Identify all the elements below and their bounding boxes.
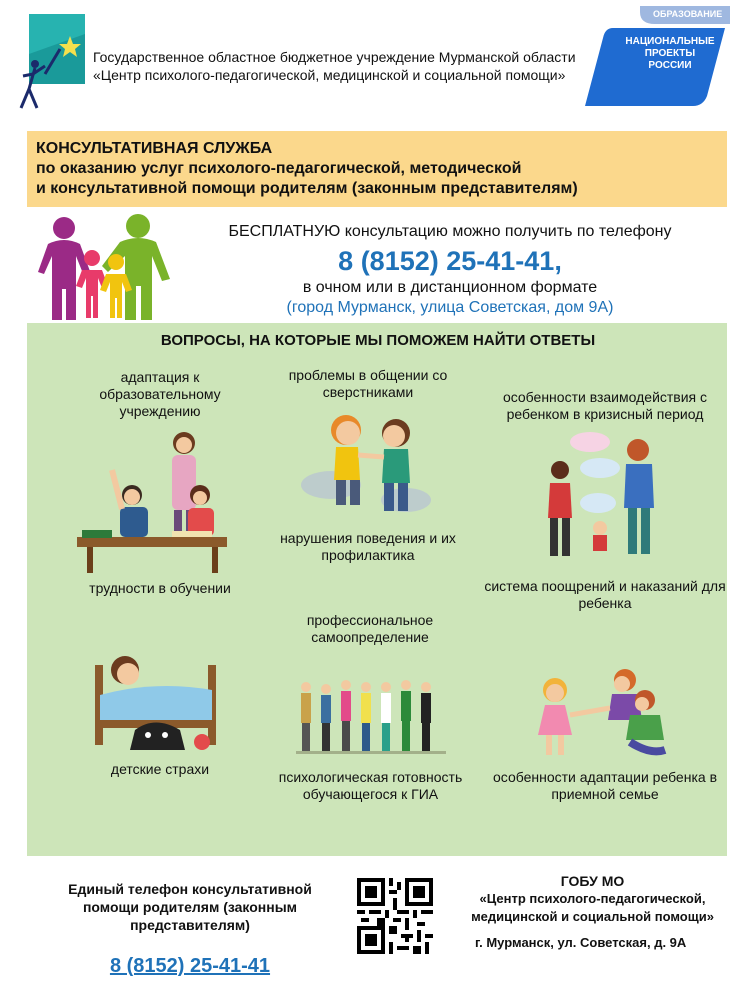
national-projects-logo bbox=[585, 6, 730, 106]
topic-crisis: особенности взаимодействия с ребенком в кризисный период bbox=[502, 389, 708, 422]
phone-consultation-block bbox=[180, 222, 720, 318]
qr-code[interactable] bbox=[357, 878, 433, 954]
family-icon bbox=[36, 214, 172, 322]
np-line-3: РОССИИ bbox=[648, 60, 692, 71]
classroom-illustration bbox=[72, 425, 232, 575]
footer-organization bbox=[445, 872, 740, 926]
org-line-1: Государственное областное бюджетное учреждение Мурманской области bbox=[93, 49, 576, 65]
fighting-kids-illustration bbox=[296, 405, 436, 525]
topic-fears: детские страхи bbox=[110, 761, 210, 777]
topic-learning: трудности в обучении bbox=[89, 580, 231, 596]
org-line-2: «Центр психолого-педагогической, медицинской и социальной помощи» bbox=[93, 67, 566, 83]
np-line-1: НАЦИОНАЛЬНЫЕ bbox=[625, 36, 715, 47]
topic-adaptation: адаптация к образовательному учреждению bbox=[99, 369, 221, 419]
np-line-2: ПРОЕКТЫ bbox=[644, 48, 696, 59]
center-logo bbox=[15, 14, 85, 110]
consult-title: КОНСУЛЬТАТИВНАЯ СЛУЖБА bbox=[36, 140, 273, 157]
foster-family-illustration bbox=[530, 660, 670, 760]
footer-phone-caption: Единый телефон консультативной помощи родителям (законным представителям) bbox=[68, 881, 312, 933]
np-top-label: ОБРАЗОВАНИЕ bbox=[653, 9, 723, 19]
arguing-family-illustration bbox=[540, 428, 670, 563]
topic-self-determination: профессиональное самоопределение bbox=[306, 612, 434, 645]
topic-foster: особенности адаптации ребенка в приемной семье bbox=[493, 769, 717, 802]
consult-line-2: по оказанию услуг психолого-педагогической, методической bbox=[36, 160, 522, 177]
topic-peers: проблемы в общении со сверстниками bbox=[288, 367, 448, 400]
topic-rewards: система поощрений и наказаний для ребенка bbox=[484, 578, 726, 611]
topic-gia: психологическая готовность обучающегося к ГИА bbox=[278, 769, 463, 802]
footer-gobu: ГОБУ МО bbox=[560, 873, 625, 889]
footer-address: г. Мурманск, ул. Советская, д. 9А bbox=[475, 935, 687, 950]
footer-phone-link[interactable]: 8 (8152) 25-41-41 bbox=[109, 955, 271, 977]
topic-behavior: нарушения поведения и их профилактика bbox=[280, 530, 456, 563]
format-text: в очном или в дистанционном формате bbox=[302, 279, 598, 296]
questions-heading: ВОПРОСЫ, НА КОТОРЫЕ МЫ ПОМОЖЕМ НАЙТИ ОТВЕТЫ bbox=[160, 332, 596, 349]
footer-center-name: «Центр психолого-педагогической, медицинской и социальной помощи» bbox=[471, 891, 714, 924]
professions-illustration bbox=[296, 675, 446, 755]
organization-name bbox=[93, 48, 576, 84]
free-consultation-text: БЕСПЛАТНУЮ консультацию можно получить по телефону bbox=[228, 223, 672, 240]
phone-number[interactable]: 8 (8152) 25-41-41, bbox=[338, 246, 562, 276]
address-text: (город Мурманск, улица Советская, дом 9А) bbox=[286, 299, 614, 316]
consult-line-3: и консультативной помощи родителям (законным представителям) bbox=[36, 180, 578, 197]
consultative-service-banner bbox=[27, 131, 727, 207]
scared-child-illustration bbox=[90, 640, 220, 755]
